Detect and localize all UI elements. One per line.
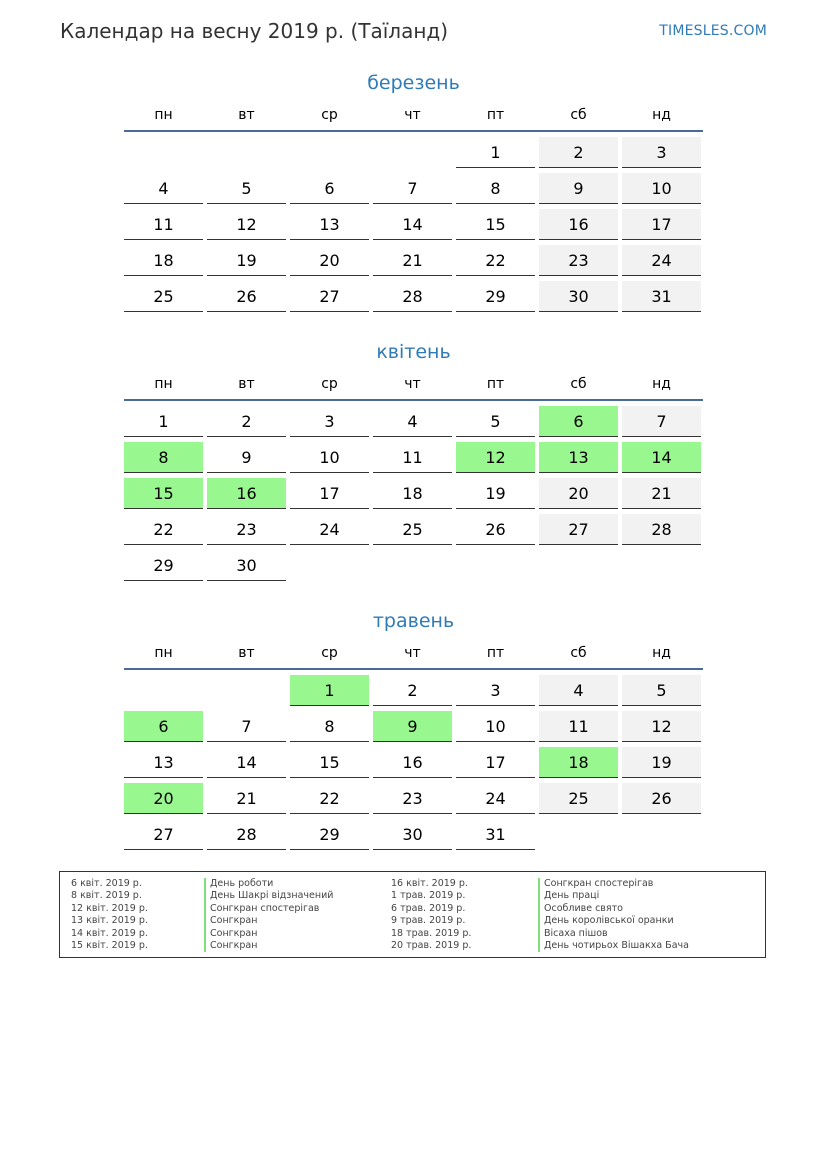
weekday-label: пн — [154, 376, 173, 392]
day-cell: 15 — [456, 209, 535, 240]
weekday-label: вт — [238, 645, 255, 661]
day-cell: 1 — [124, 406, 203, 437]
day-cell — [622, 819, 701, 850]
month-april — [124, 337, 703, 586]
day-cell: 28 — [207, 819, 286, 850]
week-row — [124, 442, 703, 473]
day-cell: 26 — [456, 514, 535, 545]
day-cell: 18 — [124, 245, 203, 276]
month-title: травень — [372, 610, 455, 632]
site-link[interactable]: TIMESLES.COM — [659, 23, 767, 39]
day-cell: 29 — [290, 819, 369, 850]
day-cell: 27 — [290, 281, 369, 312]
day-cell: 8 — [290, 711, 369, 742]
legend-dates-left — [71, 878, 148, 952]
week-row — [124, 406, 703, 437]
week-row — [124, 281, 703, 312]
day-cell: 17 — [290, 478, 369, 509]
weeks-grid — [124, 137, 703, 312]
legend-date: 15 квіт. 2019 р. — [71, 939, 148, 951]
day-cell: 6 — [539, 406, 618, 437]
week-row — [124, 550, 703, 581]
week-row — [124, 747, 703, 778]
day-cell: 16 — [207, 478, 286, 509]
day-cell: 25 — [539, 783, 618, 814]
day-cell: 10 — [622, 173, 701, 204]
day-cell — [456, 550, 535, 581]
weekday-label: пн — [154, 645, 173, 661]
day-cell: 4 — [373, 406, 452, 437]
day-cell: 9 — [373, 711, 452, 742]
day-cell: 7 — [207, 711, 286, 742]
day-cell: 31 — [456, 819, 535, 850]
day-cell: 13 — [290, 209, 369, 240]
day-cell: 29 — [456, 281, 535, 312]
legend-date: 20 трав. 2019 р. — [391, 939, 472, 951]
day-cell: 8 — [456, 173, 535, 204]
day-cell: 18 — [539, 747, 618, 778]
day-cell — [373, 550, 452, 581]
page-title: Календар на весну 2019 р. (Таїланд) — [60, 19, 449, 43]
day-cell: 21 — [207, 783, 286, 814]
day-cell: 3 — [622, 137, 701, 168]
legend-holiday-name: Сонгкран спостерігав — [204, 903, 333, 915]
weekday-label: ср — [321, 645, 338, 661]
day-cell: 7 — [622, 406, 701, 437]
day-cell: 12 — [622, 711, 701, 742]
day-cell: 25 — [373, 514, 452, 545]
day-cell: 13 — [124, 747, 203, 778]
day-cell: 5 — [622, 675, 701, 706]
legend-names-left — [204, 878, 333, 952]
holiday-legend — [59, 871, 766, 958]
weekday-header-row — [124, 644, 703, 670]
weekday-label: ср — [321, 376, 338, 392]
weekday-header-row — [124, 106, 703, 132]
day-cell: 6 — [290, 173, 369, 204]
day-cell: 9 — [207, 442, 286, 473]
day-cell: 4 — [539, 675, 618, 706]
day-cell: 22 — [124, 514, 203, 545]
day-cell: 20 — [290, 245, 369, 276]
legend-date: 13 квіт. 2019 р. — [71, 915, 148, 927]
day-cell: 11 — [539, 711, 618, 742]
legend-date: 6 трав. 2019 р. — [391, 902, 466, 914]
day-cell: 3 — [290, 406, 369, 437]
legend-date: 8 квіт. 2019 р. — [71, 890, 142, 902]
weeks-grid — [124, 406, 703, 581]
legend-holiday-name: День праці — [538, 890, 689, 902]
day-cell — [373, 137, 452, 168]
day-cell: 22 — [456, 245, 535, 276]
week-row — [124, 137, 703, 168]
day-cell: 4 — [124, 173, 203, 204]
legend-dates-right — [391, 878, 471, 952]
day-cell: 24 — [456, 783, 535, 814]
day-cell — [207, 675, 286, 706]
legend-holiday-name: Сонгкран — [204, 928, 333, 940]
day-cell: 26 — [622, 783, 701, 814]
day-cell: 6 — [124, 711, 203, 742]
weekday-label: пт — [486, 107, 505, 123]
weeks-grid — [124, 675, 703, 850]
week-row — [124, 173, 703, 204]
day-cell: 11 — [373, 442, 452, 473]
day-cell: 5 — [456, 406, 535, 437]
day-cell: 27 — [539, 514, 618, 545]
day-cell: 10 — [456, 711, 535, 742]
day-cell: 24 — [622, 245, 701, 276]
legend-holiday-name: Сонгкран спостерігав — [538, 878, 689, 890]
weekday-label: вт — [238, 107, 255, 123]
day-cell: 5 — [207, 173, 286, 204]
legend-holiday-name: Особливе свято — [538, 903, 689, 915]
week-row — [124, 478, 703, 509]
weekday-label: сб — [570, 107, 587, 123]
day-cell: 24 — [290, 514, 369, 545]
day-cell: 16 — [373, 747, 452, 778]
day-cell: 23 — [373, 783, 452, 814]
day-cell: 17 — [456, 747, 535, 778]
legend-holiday-name: Вісаха пішов — [538, 928, 689, 940]
day-cell: 15 — [290, 747, 369, 778]
day-cell: 27 — [124, 819, 203, 850]
day-cell — [124, 137, 203, 168]
legend-holiday-name: Сонгкран — [204, 940, 333, 952]
day-cell: 10 — [290, 442, 369, 473]
day-cell — [290, 137, 369, 168]
day-cell: 12 — [456, 442, 535, 473]
day-cell: 2 — [373, 675, 452, 706]
day-cell: 19 — [456, 478, 535, 509]
day-cell — [207, 137, 286, 168]
legend-holiday-name: День чотирьох Вішакха Бача — [538, 940, 689, 952]
day-cell: 12 — [207, 209, 286, 240]
day-cell: 23 — [207, 514, 286, 545]
day-cell: 21 — [373, 245, 452, 276]
day-cell: 20 — [539, 478, 618, 509]
weekday-label: нд — [652, 645, 671, 661]
legend-date: 12 квіт. 2019 р. — [71, 902, 148, 914]
day-cell: 30 — [207, 550, 286, 581]
weekday-label: пн — [154, 107, 173, 123]
day-cell: 19 — [207, 245, 286, 276]
day-cell: 26 — [207, 281, 286, 312]
weekday-label: нд — [652, 107, 671, 123]
week-row — [124, 819, 703, 850]
week-row — [124, 245, 703, 276]
legend-holiday-name: Сонгкран — [204, 915, 333, 927]
day-cell: 18 — [373, 478, 452, 509]
weekday-label: пт — [486, 645, 505, 661]
legend-names-right — [538, 878, 689, 952]
weekday-label: чт — [404, 107, 421, 123]
legend-holiday-name: День роботи — [204, 878, 333, 890]
month-may — [124, 606, 703, 855]
legend-date: 1 трав. 2019 р. — [391, 890, 466, 902]
weekday-header-row — [124, 375, 703, 401]
weekday-label: сб — [570, 376, 587, 392]
day-cell — [539, 819, 618, 850]
day-cell — [622, 550, 701, 581]
day-cell: 30 — [373, 819, 452, 850]
legend-holiday-name: День королівської оранки — [538, 915, 689, 927]
day-cell: 25 — [124, 281, 203, 312]
day-cell: 14 — [207, 747, 286, 778]
day-cell: 31 — [622, 281, 701, 312]
day-cell: 14 — [373, 209, 452, 240]
day-cell: 22 — [290, 783, 369, 814]
day-cell: 16 — [539, 209, 618, 240]
weekday-label: сб — [570, 645, 587, 661]
day-cell: 1 — [290, 675, 369, 706]
legend-date: 9 трав. 2019 р. — [391, 915, 466, 927]
weekday-label: чт — [404, 376, 421, 392]
month-march — [124, 68, 703, 317]
day-cell: 29 — [124, 550, 203, 581]
day-cell: 2 — [207, 406, 286, 437]
day-cell: 28 — [373, 281, 452, 312]
day-cell: 3 — [456, 675, 535, 706]
day-cell: 19 — [622, 747, 701, 778]
day-cell: 15 — [124, 478, 203, 509]
day-cell: 1 — [456, 137, 535, 168]
legend-holiday-name: День Шакрі відзначений — [204, 890, 333, 902]
day-cell: 21 — [622, 478, 701, 509]
day-cell: 28 — [622, 514, 701, 545]
weekday-label: пт — [486, 376, 505, 392]
day-cell: 11 — [124, 209, 203, 240]
weekday-label: ср — [321, 107, 338, 123]
month-title: квітень — [376, 341, 451, 363]
day-cell — [124, 675, 203, 706]
week-row — [124, 675, 703, 706]
day-cell: 30 — [539, 281, 618, 312]
legend-date: 16 квіт. 2019 р. — [391, 878, 468, 889]
legend-date: 18 трав. 2019 р. — [391, 927, 472, 939]
week-row — [124, 209, 703, 240]
legend-date: 6 квіт. 2019 р. — [71, 878, 142, 889]
day-cell: 2 — [539, 137, 618, 168]
day-cell: 13 — [539, 442, 618, 473]
day-cell: 23 — [539, 245, 618, 276]
day-cell: 7 — [373, 173, 452, 204]
week-row — [124, 783, 703, 814]
day-cell: 20 — [124, 783, 203, 814]
month-title: березень — [367, 72, 460, 94]
legend-date: 14 квіт. 2019 р. — [71, 927, 148, 939]
week-row — [124, 711, 703, 742]
day-cell — [539, 550, 618, 581]
day-cell: 9 — [539, 173, 618, 204]
day-cell — [290, 550, 369, 581]
day-cell: 17 — [622, 209, 701, 240]
day-cell: 8 — [124, 442, 203, 473]
day-cell: 14 — [622, 442, 701, 473]
weekday-label: чт — [404, 645, 421, 661]
weekday-label: нд — [652, 376, 671, 392]
week-row — [124, 514, 703, 545]
weekday-label: вт — [238, 376, 255, 392]
